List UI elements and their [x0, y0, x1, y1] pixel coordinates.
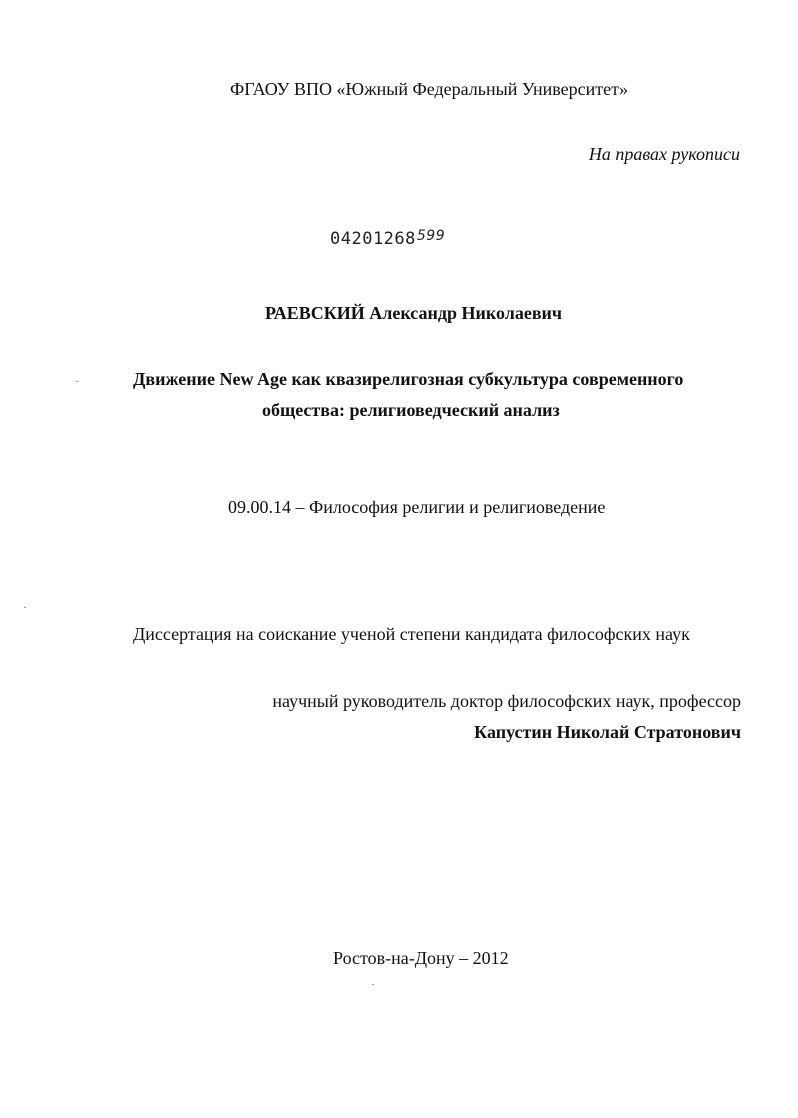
dissertation-title-line-2: общества: религиоведческий анализ	[262, 400, 560, 420]
scan-speck	[76, 381, 78, 382]
author-given-names: Александр Николаевич	[369, 303, 563, 323]
dissertation-title-line-1: Движение New Age как квазирелигозная субкультура современного	[133, 369, 684, 389]
degree-statement: Диссертация на соискание ученой степени кандидата философских наук	[133, 624, 690, 644]
supervisor-name: Капустин Николай Стратонович	[474, 722, 741, 742]
scan-speck	[24, 607, 26, 608]
scan-speck	[372, 984, 374, 985]
supervisor-role: научный руководитель доктор философских наук, профессор	[272, 691, 741, 711]
author-name	[265, 302, 562, 324]
author-surname: РАЕВСКИЙ	[265, 303, 365, 323]
stamp-handwritten-digits: 599	[416, 228, 446, 244]
institution-name: ФГАОУ ВПО «Южный Федеральный Университет»	[230, 79, 628, 99]
stamp-number: 04201268	[330, 229, 416, 249]
city-and-year: Ростов-на-Дону – 2012	[333, 948, 509, 968]
specialty-code: 09.00.14 – Философия религии и религиоведение	[228, 497, 606, 517]
manuscript-rights-note: На правах рукописи	[588, 144, 740, 164]
library-stamp	[330, 229, 445, 249]
